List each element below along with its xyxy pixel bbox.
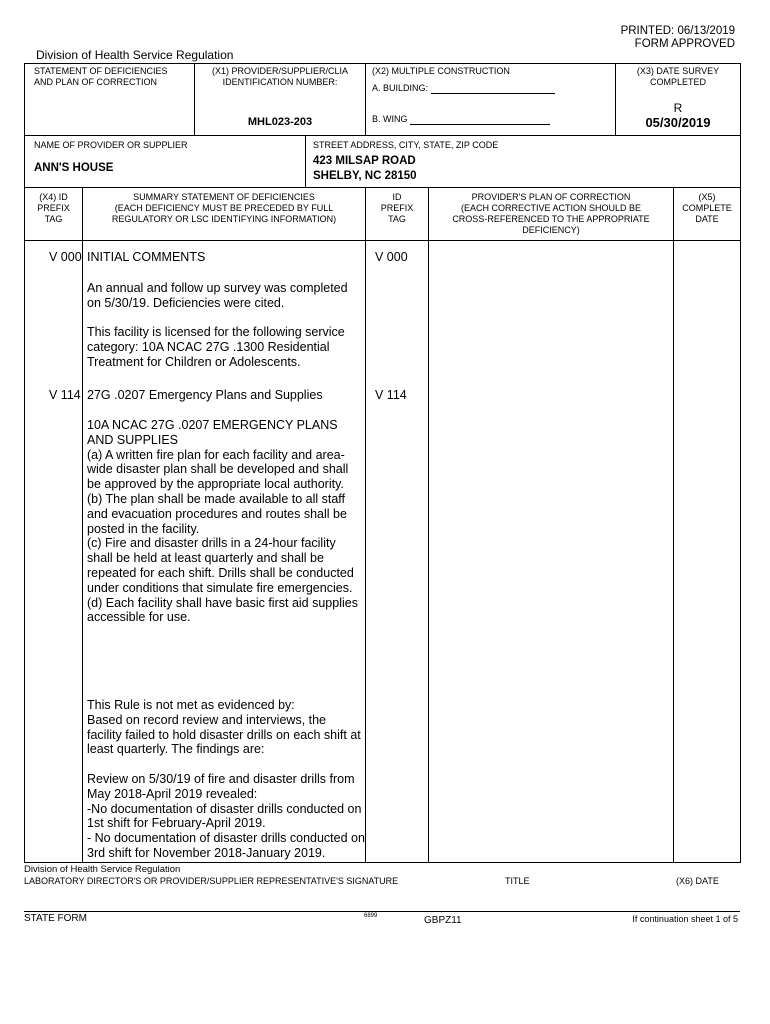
footer-agency: Division of Health Service Regulation bbox=[24, 864, 181, 875]
x1-label: (X1) PROVIDER/SUPPLIER/CLIA IDENTIFICATION NUMBER: bbox=[211, 66, 349, 87]
plan-header: PROVIDER'S PLAN OF CORRECTION (EACH CORRECTIVE ACTION SHOULD BE CROSS-REFERENCED TO THE APPROPRIATE DEFICIENCY) bbox=[452, 192, 650, 235]
title-label: TITLE bbox=[505, 876, 530, 886]
tag-v000: V 000 bbox=[49, 250, 82, 264]
x2-label: (X2) MULTIPLE CONSTRUCTION bbox=[372, 66, 510, 76]
address-line1: 423 MILSAP ROAD bbox=[313, 155, 416, 167]
provider-id: MHL023-203 bbox=[247, 116, 313, 128]
statement-label: STATEMENT OF DEFICIENCIES AND PLAN OF CORRECTION bbox=[34, 66, 168, 87]
v114-title: 27G .0207 Emergency Plans and Supplies bbox=[87, 388, 323, 402]
initial-comments-heading: INITIAL COMMENTS bbox=[87, 250, 206, 264]
form-approved: FORM APPROVED bbox=[634, 38, 735, 50]
tag-v000-plan: V 000 bbox=[375, 250, 408, 264]
form-number: 6899 bbox=[364, 913, 378, 919]
x2-wing: B. WING bbox=[372, 114, 550, 125]
x2-building: A. BUILDING: bbox=[372, 83, 555, 94]
tag-v114: V 114 bbox=[49, 388, 81, 402]
x6-date-label: (X6) DATE bbox=[676, 876, 719, 886]
state-form: STATE FORM bbox=[24, 913, 87, 924]
x3-r: R bbox=[673, 101, 683, 115]
x4-header: (X4) ID PREFIX TAG bbox=[37, 192, 70, 224]
paragraph-survey: An annual and follow up survey was completed on 5/30/19. Deficiencies were cited. bbox=[87, 281, 348, 310]
address-label: STREET ADDRESS, CITY, STATE, ZIP CODE bbox=[313, 140, 499, 150]
id-header: ID PREFIX TAG bbox=[380, 192, 414, 224]
summary-header: SUMMARY STATEMENT OF DEFICIENCIES (EACH DEFICIENCY MUST BE PRECEDED BY FULL REGULATORY OR LSC IDENTIFYING INFORMATION) bbox=[111, 192, 337, 224]
survey-date: 05/30/2019 bbox=[645, 115, 711, 130]
signature-label: LABORATORY DIRECTOR'S OR PROVIDER/SUPPLIER REPRESENTATIVE'S SIGNATURE bbox=[24, 876, 399, 886]
tag-v114-plan: V 114 bbox=[375, 388, 407, 402]
review-text: Review on 5/30/19 of fire and disaster drills from May 2018-April 2019 revealed: -No documentation of disaster drills conducted on 1st shift for February-April 2019. - No documentation of disaster drills conducted on 3rd shift for November 2018-January 2019. bbox=[87, 772, 365, 860]
x3-label: (X3) DATE SURVEY COMPLETED bbox=[636, 66, 720, 87]
agency-title: Division of Health Service Regulation bbox=[36, 48, 234, 62]
rule-text: 10A NCAC 27G .0207 EMERGENCY PLANS AND SUPPLIES (a) A written fire plan for each facility and area-wide disaster plan shall be developed and shall be approved by the appropriate local authority. (b) The plan shall be made available to all staff and evacuation procedures and routes shall be posted in the facility. (c) Fire and disaster drills in a 24-hour facility shall be held at least quarterly and shall be repeated for each shift. Drills shall be conducted under conditions that simulate fire emergencies. (d) Each facility shall have basic first aid supplies accessible for use. bbox=[87, 418, 358, 625]
printed-date: PRINTED: 06/13/2019 bbox=[620, 25, 735, 37]
paragraph-license: This facility is licensed for the following service category: 10A NCAC 27G .1300 Residential Treatment for Children or Adolescents. bbox=[87, 325, 345, 369]
provider-label: NAME OF PROVIDER OR SUPPLIER bbox=[34, 140, 188, 150]
event-id: GBPZ11 bbox=[424, 915, 462, 926]
findings-text: This Rule is not met as evidenced by: Based on record review and interviews, the facility failed to hold disaster drills on each shift at least quarterly. The findings are: bbox=[87, 698, 361, 757]
provider-name: ANN'S HOUSE bbox=[34, 162, 114, 174]
address-line2: SHELBY, NC 28150 bbox=[313, 170, 417, 182]
x5-header: (X5) COMPLETE DATE bbox=[682, 192, 732, 224]
continuation-sheet: If continuation sheet 1 of 5 bbox=[632, 914, 738, 924]
